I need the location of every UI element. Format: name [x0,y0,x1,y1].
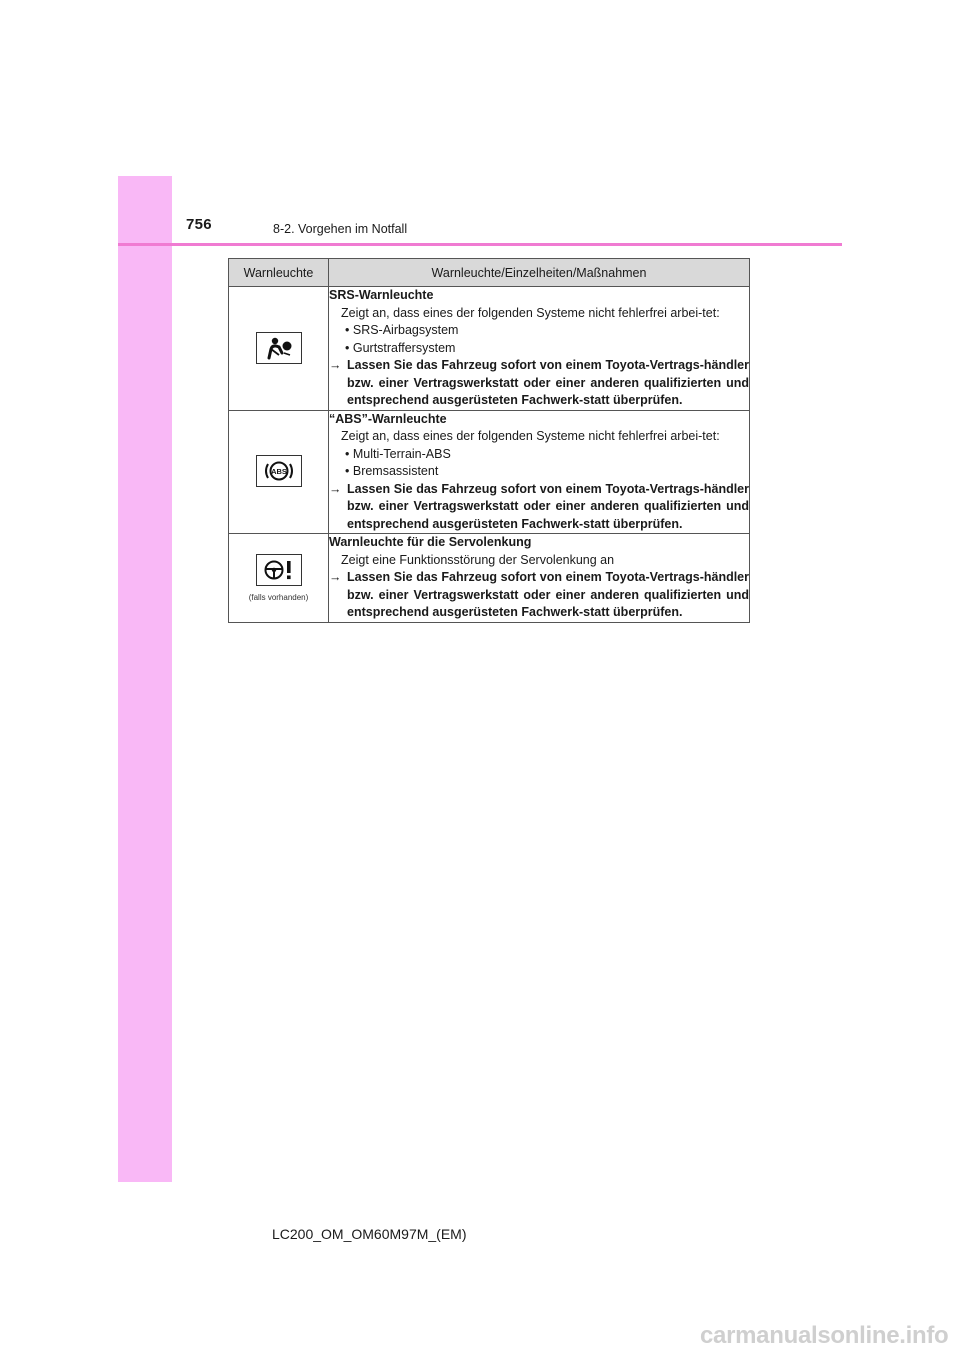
row-text: Zeigt eine Funktionsstörung der Servolenkung an [341,552,615,567]
power-steering-warning-icon [256,554,302,586]
list-item: • Multi-Terrain-ABS [329,446,749,464]
row-title: “ABS”-Warnleuchte [329,411,447,426]
chapter-side-band [118,176,172,1182]
abs-warning-icon [256,455,302,487]
list-item: • SRS-Airbagsystem [329,322,749,340]
row-text: Zeigt an, dass eines der folgenden Systeme nicht fehlerfrei arbei-tet: [341,305,720,320]
watermark: carmanualsonline.info [700,1322,949,1349]
srs-airbag-warning-icon [256,332,302,364]
row-action [329,357,749,410]
arrow-icon: → [329,481,342,496]
row-action [329,481,749,534]
row-title: Warnleuchte für die Servolenkung [329,535,532,549]
row-action-text: Lassen Sie das Fahrzeug sofort von einem Toyota-Vertrags-händler bzw. einer Vertragswerkstatt oder einer anderen qualifizierten und entsprechend ausgerüsteten Fachwerk-statt überprüfen. [347,570,749,619]
warning-light-table [228,258,750,623]
icon-note: (falls vorhanden) [248,592,309,602]
table-row [229,287,750,411]
icon-cell [229,410,329,534]
row-text: Zeigt an, dass eines der folgenden Systeme nicht fehlerfrei arbei-tet: [341,429,720,443]
row-action [329,569,749,622]
list-item: • Gurtstraffersystem [329,340,749,358]
document-code: LC200_OM_OM60M97M_(EM) [272,1226,467,1242]
header-rule [118,243,842,246]
table-row [229,410,750,534]
row-action-text: Lassen Sie das Fahrzeug sofort von einem Toyota-Vertrags-händler bzw. einer Vertragswerkstatt oder einer anderen qualifizierten und entsprechend ausgerüsteten Fachwerk-statt überprüfen. [347,358,749,407]
column-header-details: Warnleuchte/Einzelheiten/Maßnahmen [329,259,750,287]
column-header-warning-light: Warnleuchte [229,259,329,287]
row-description [329,534,750,623]
table-row [229,534,750,623]
row-action-text: Lassen Sie das Fahrzeug sofort von einem Toyota-Vertrags-händler bzw. einer Vertragswerkstatt oder einer anderen qualifizierten und entsprechend ausgerüsteten Fachwerk-statt überprüfen. [347,481,749,531]
icon-cell [229,534,329,623]
row-description [329,287,750,411]
list-item: • Bremsassistent [329,463,749,481]
page-number: 756 [186,216,212,233]
arrow-icon: → [329,570,342,584]
section-title: 8-2. Vorgehen im Notfall [273,222,408,236]
row-description [329,410,750,534]
svg-text:ABS: ABS [270,467,287,477]
icon-cell [229,287,329,411]
arrow-icon: → [329,358,342,372]
row-title: SRS-Warnleuchte [329,288,434,302]
table-header-row [229,259,750,287]
